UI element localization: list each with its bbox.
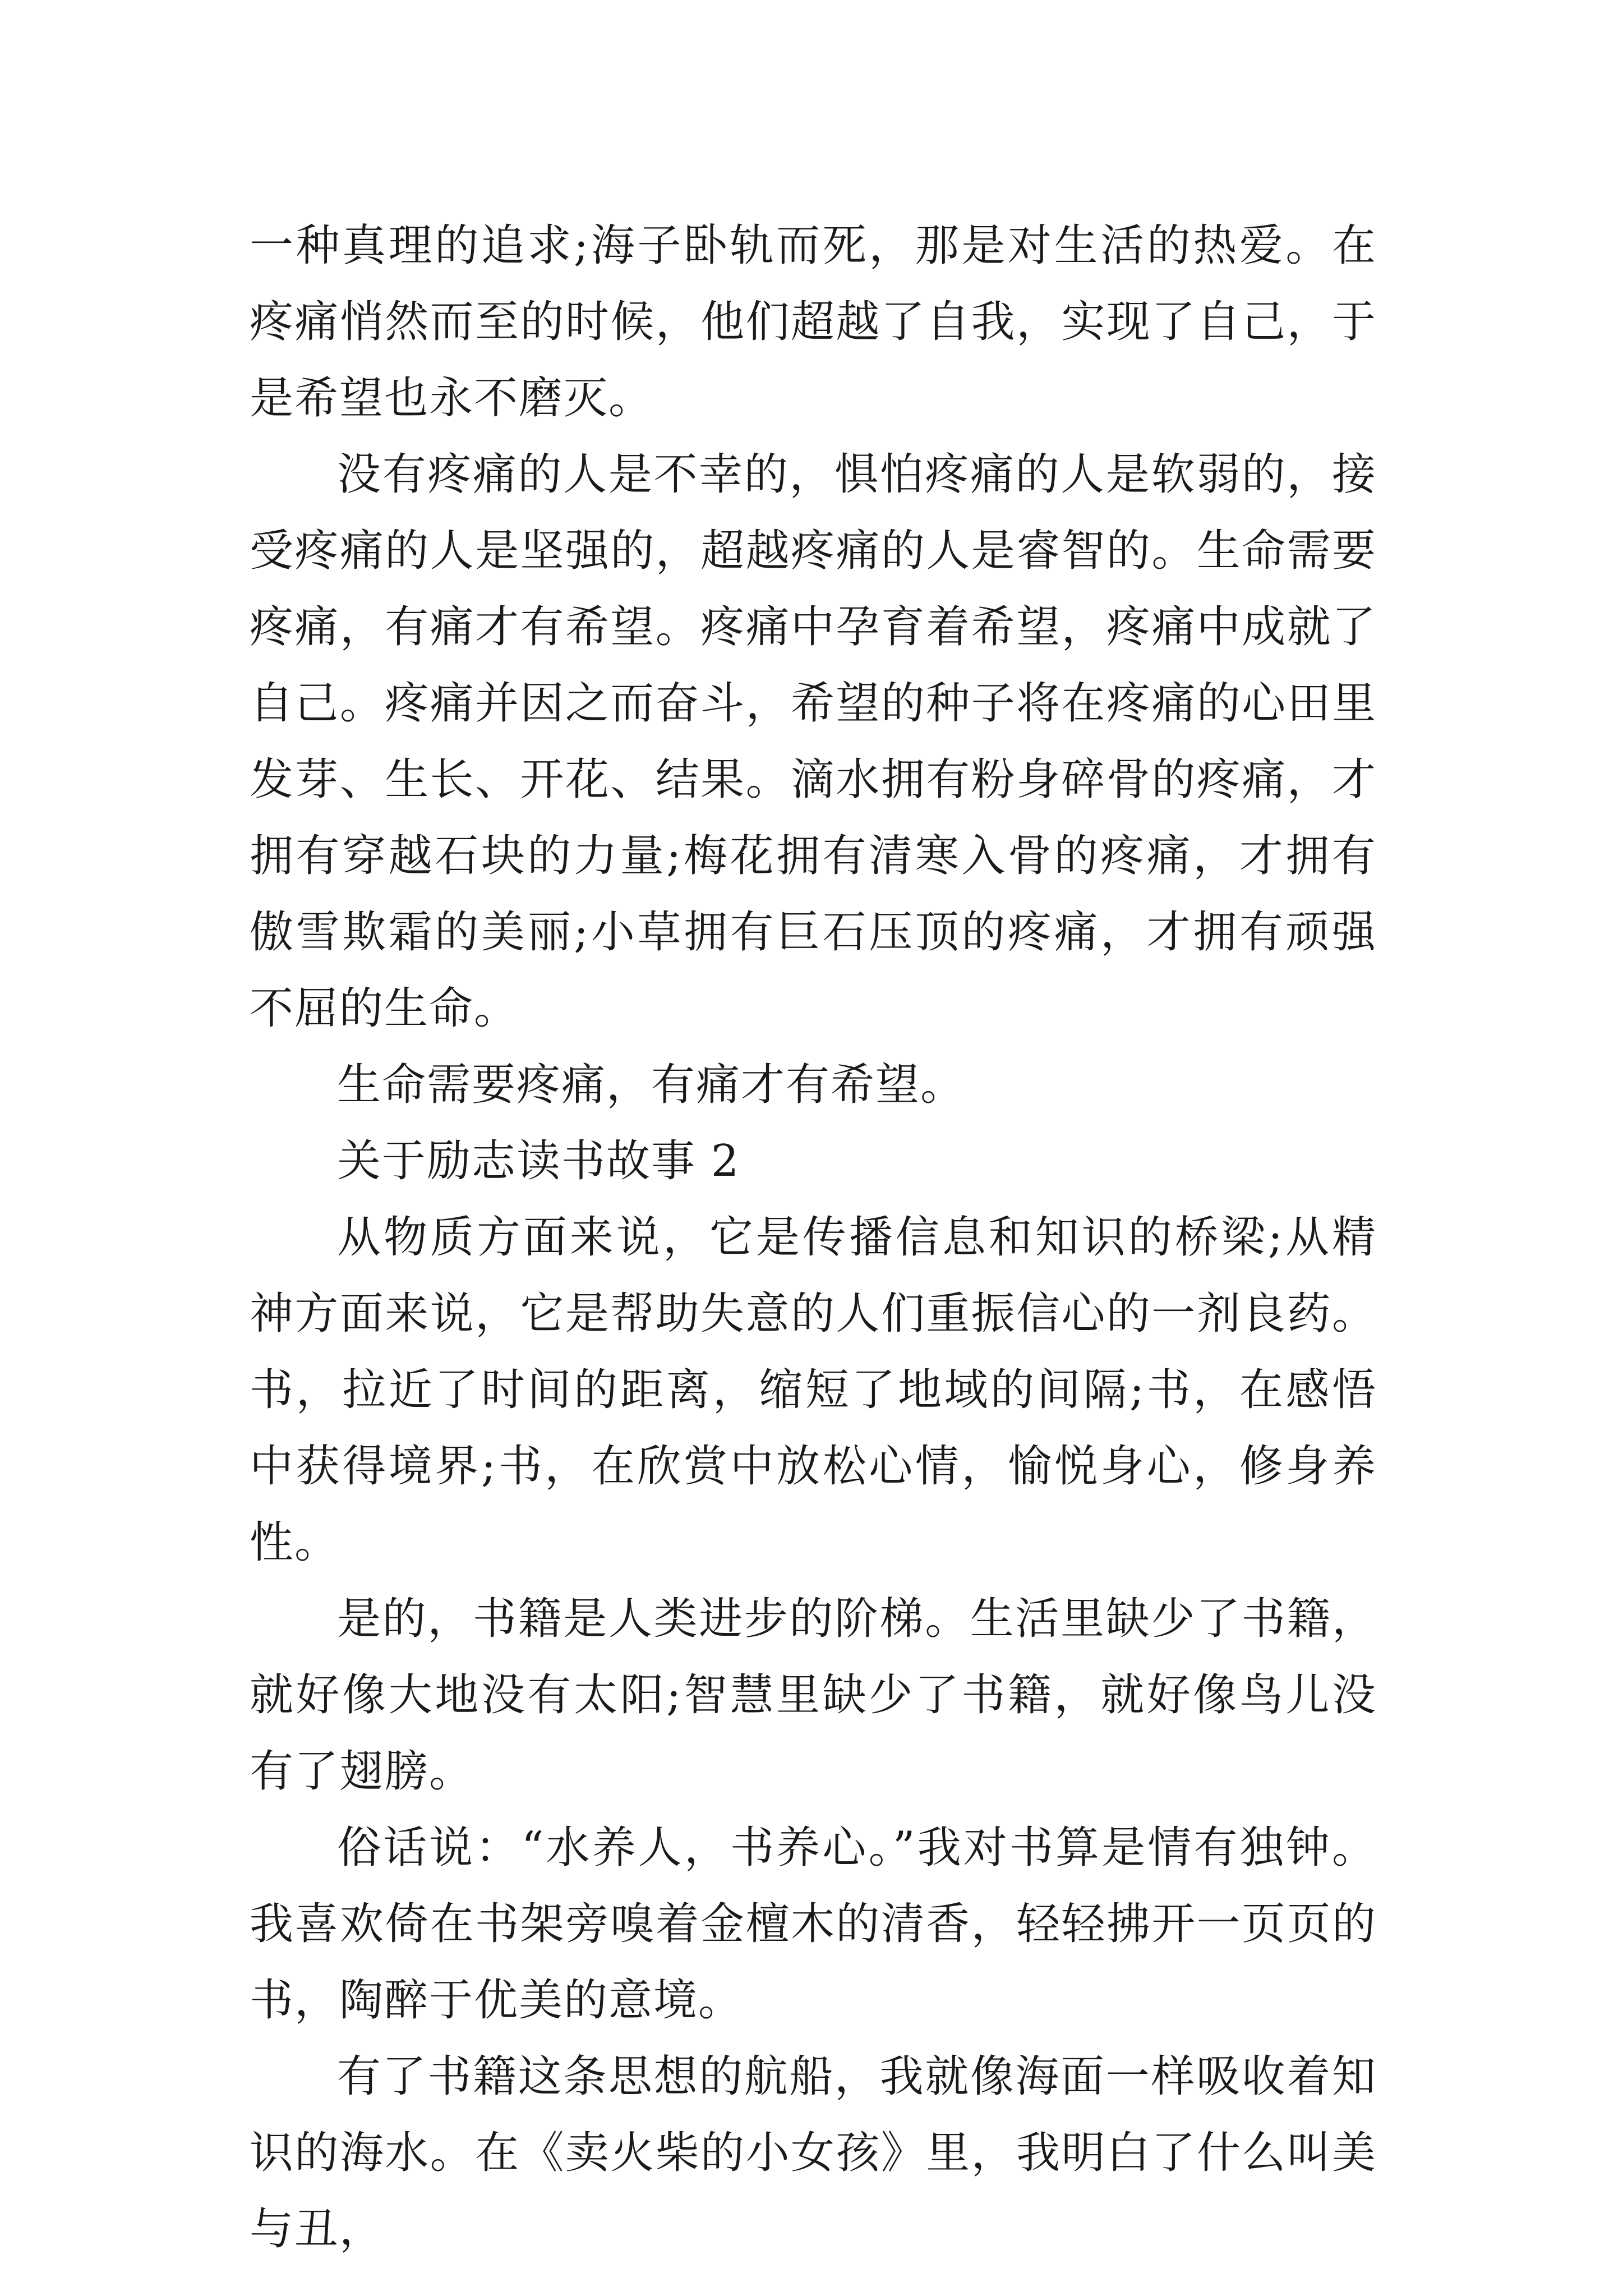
paragraph: 从物质方面来说，它是传播信息和知识的桥梁;从精神方面来说，它是帮助失意的人们重振信心的一剂良药。书，拉近了时间的距离，缩短了地域的间隔;书，在感悟中获得境界;书，在欣赏中放松心情，愉悦身心，修身养性。: [250, 1212, 1377, 1568]
paragraph: 生命需要疼痛，有痛才有希望。: [337, 1060, 966, 1110]
paragraph: 俗话说：“水养人，书养心。”我对书算是情有独钟。我喜欢倚在书架旁嗅着金檀木的清香，轻轻拂开一页页的书，陶醉于优美的意境。: [250, 1823, 1377, 2026]
document-body: [250, 208, 1377, 2267]
paragraph: 一种真理的追求;海子卧轨而死，那是对生活的热爱。在疼痛悄然而至的时候，他们超越了自我，实现了自己，于是希望也永不磨灭。: [250, 220, 1377, 424]
section-heading: 关于励志读书故事 2: [337, 1136, 740, 1186]
paragraph: 没有疼痛的人是不幸的，惧怕疼痛的人是软弱的，接受疼痛的人是坚强的，超越疼痛的人是睿智的。生命需要疼痛，有痛才有希望。疼痛中孕育着希望，疼痛中成就了自己。疼痛并因之而奋斗，希望的种子将在疼痛的心田里发芽、生长、开花、结果。滴水拥有粉身碎骨的疼痛，才拥有穿越石块的力量;梅花拥有清寒入骨的疼痛，才拥有傲雪欺霜的美丽;小草拥有巨石压顶的疼痛，才拥有顽强不屈的生命。: [250, 449, 1377, 1034]
paragraph: 是的，书籍是人类进步的阶梯。生活里缺少了书籍，就好像大地没有太阳;智慧里缺少了书籍，就好像鸟儿没有了翅膀。: [250, 1594, 1377, 1797]
paragraph: 有了书籍这条思想的航船，我就像海面一样吸收着知识的海水。在《卖火柴的小女孩》里，我明白了什么叫美与丑，: [250, 2051, 1377, 2254]
